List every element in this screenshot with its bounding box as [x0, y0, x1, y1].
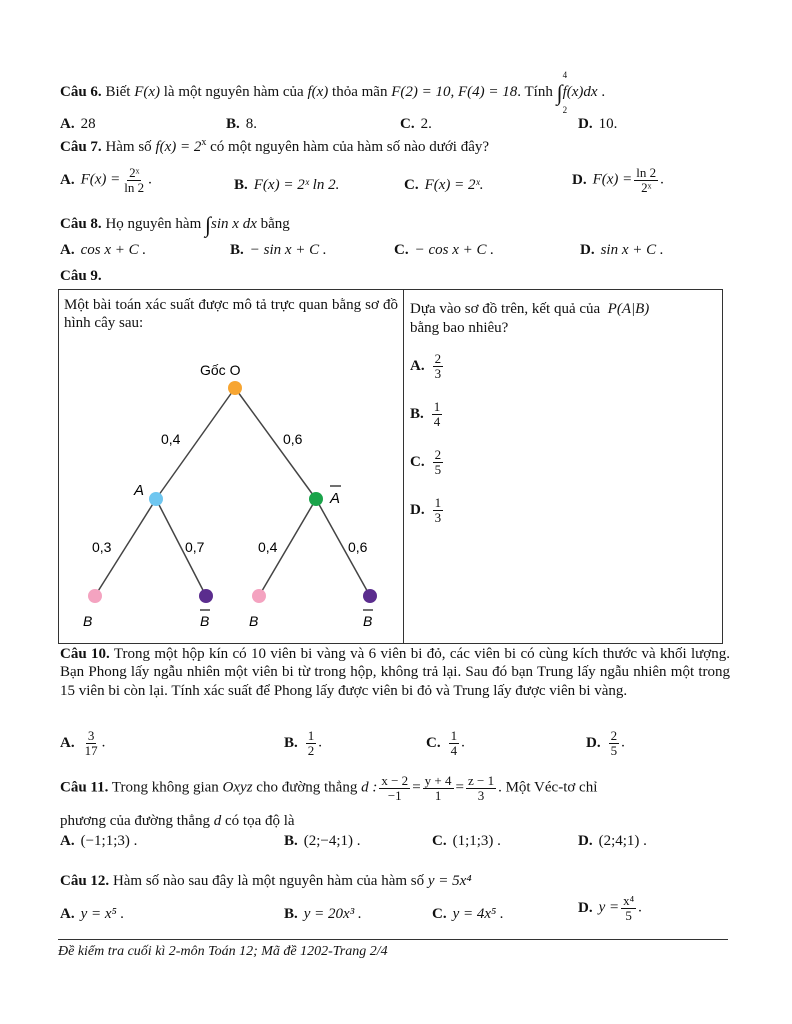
label-abar: A	[330, 490, 341, 507]
question-9: Câu 9.	[60, 268, 102, 284]
q9-option-d[interactable]: D. $\frac{1}{3}$	[410, 495, 442, 525]
q11-option-a[interactable]: A. (−1;1;3) .	[60, 833, 138, 849]
q8-option-d[interactable]: D. sin x + C .	[580, 242, 664, 258]
table-divider	[403, 290, 404, 643]
q9-option-c[interactable]: C. $\frac{2}{5}$	[410, 447, 442, 477]
q6-option-a[interactable]: A. 28	[60, 116, 96, 132]
q6-option-b[interactable]: B. 8.	[226, 116, 258, 132]
label-a: A	[134, 482, 145, 499]
label-p-oabar: 0,6	[283, 431, 303, 447]
label-bbar-1: B	[200, 613, 210, 629]
q12-option-b[interactable]: B. y = 20x³ .	[284, 906, 362, 922]
q6-option-c[interactable]: C. 2.	[400, 116, 432, 132]
probability-tree	[59, 290, 403, 643]
question-8: Câu 8. Họ nguyên hàm ∫sin x dx bằng	[60, 212, 290, 237]
label-root: Gốc O	[200, 362, 241, 378]
q12-option-a[interactable]: A. y = x⁵ .	[60, 906, 125, 922]
node-b-2	[252, 589, 266, 603]
label-p-oa: 0,4	[161, 431, 181, 447]
question-7: Câu 7. Hàm số $f(x) = 2^x$ có một nguyên hàm của hàm số nào dưới đây?	[60, 137, 490, 155]
label-p-abar-bbar: 0,6	[348, 539, 368, 555]
q9-option-b[interactable]: B. $\frac{1}{4}$	[410, 399, 441, 429]
q11-option-c[interactable]: C. (1;1;3) .	[432, 833, 501, 849]
q10-option-c[interactable]: C. $\frac{1}{4}$ .	[426, 728, 465, 758]
q11-option-b[interactable]: B. (2;−4;1) .	[284, 833, 361, 849]
label-p-abar-b: 0,4	[258, 539, 278, 555]
q7-option-a[interactable]: A. F(x) = $\frac{\text{2ˣ}}{\ln 2}$ .	[60, 165, 152, 195]
node-root	[228, 381, 242, 395]
q12-option-c[interactable]: C. y = 4x⁵ .	[432, 906, 504, 922]
condition: F(2) = 10, F(4) = 18	[391, 84, 518, 101]
label-b-2: B	[249, 613, 259, 629]
q7-option-d[interactable]: D. F(x) = $\frac{\ln 2}{\text{2ˣ}}$ .	[572, 165, 664, 195]
node-b-1	[88, 589, 102, 603]
q10-option-b[interactable]: B. $\frac{1}{2}$ .	[284, 728, 323, 758]
question-12: Câu 12. Hàm số nào sau đây là một nguyên hàm của hàm số y = 5x⁴	[60, 873, 472, 889]
page-footer: Đề kiểm tra cuối kì 2-môn Toán 12; Mã đề 1202-Trang 2/4	[58, 944, 388, 959]
question-11: Câu 11. Trong không gian Oxyz cho đường thẳng d : $\frac{x - 2}{-1}$ = $\frac{y + 4}{1}$ = $\frac{z - 1}{3}$ . Một Véc-tơ chỉ	[60, 773, 598, 803]
label-p-ab: 0,3	[92, 539, 112, 555]
q10-option-a[interactable]: A. $\frac{3}{17}$ .	[60, 728, 106, 758]
q8-option-c[interactable]: C. − cos x + C .	[394, 242, 494, 258]
q11-option-d[interactable]: D. (2;4;1) .	[578, 833, 647, 849]
node-abar	[309, 492, 323, 506]
label-b-1: B	[83, 613, 93, 629]
q7-option-b[interactable]: B. F(x) = 2ˣ ln 2.	[234, 177, 340, 193]
label-bbar-2: B	[363, 613, 373, 629]
edge-o-abar	[235, 388, 316, 499]
q10-option-d[interactable]: D. $\frac{2}{5}$ .	[586, 728, 625, 758]
q8-option-a[interactable]: A. cos x + C .	[60, 242, 147, 258]
q12-option-d[interactable]: D. y = $\frac{\text{x⁴}}{5}$ .	[578, 893, 642, 923]
footer-divider	[58, 939, 728, 940]
q9-left-text: Một bài toán xác suất được mô tả trực quan bằng sơ đồ hình cây sau:	[64, 297, 398, 331]
node-bbar-1	[199, 589, 213, 603]
q8-option-b[interactable]: B. − sin x + C .	[230, 242, 327, 258]
label-p-abbar: 0,7	[185, 539, 205, 555]
integral-symbol: ∫	[205, 212, 212, 237]
q9-right-text: Dựa vào sơ đồ trên, kết quả của P(A|B) bằng bao nhiêu?	[410, 301, 650, 336]
question-11-line2: phương của đường thẳng d có tọa độ là	[60, 813, 295, 829]
integral-symbol: ∫ 4 2	[556, 70, 568, 115]
q9-option-a[interactable]: A. $\frac{2}{3}$	[410, 351, 442, 381]
node-a	[149, 492, 163, 506]
q6-option-d[interactable]: D. 10.	[578, 116, 618, 132]
q7-option-c[interactable]: C. F(x) = 2ˣ.	[404, 177, 484, 193]
node-bbar-2	[363, 589, 377, 603]
question-10: Câu 10. Trong một hộp kín có 10 viên bi vàng và 6 viên bi đỏ, các viên bi có cùng kích thước và khối lượng. Bạn Phong lấy ngẫu nhiên một viên bi từ trong hộp, không trả lại. Sau đó bạn Trung lấy ngẫu nhiên một trong 15 viên bi còn lại. Tính xác suất để Phong lấy được viên bi đỏ và Trung lấy được viên bi vàng.	[60, 646, 730, 699]
question-6: Câu 6. Biết F(x) là một nguyên hàm của f(x) thỏa mãn F(2) = 10, F(4) = 18. Tính ∫ 4 2 f(x)dx .	[60, 70, 606, 115]
question-label: Câu 6.	[60, 84, 102, 101]
q9-table	[58, 289, 723, 644]
